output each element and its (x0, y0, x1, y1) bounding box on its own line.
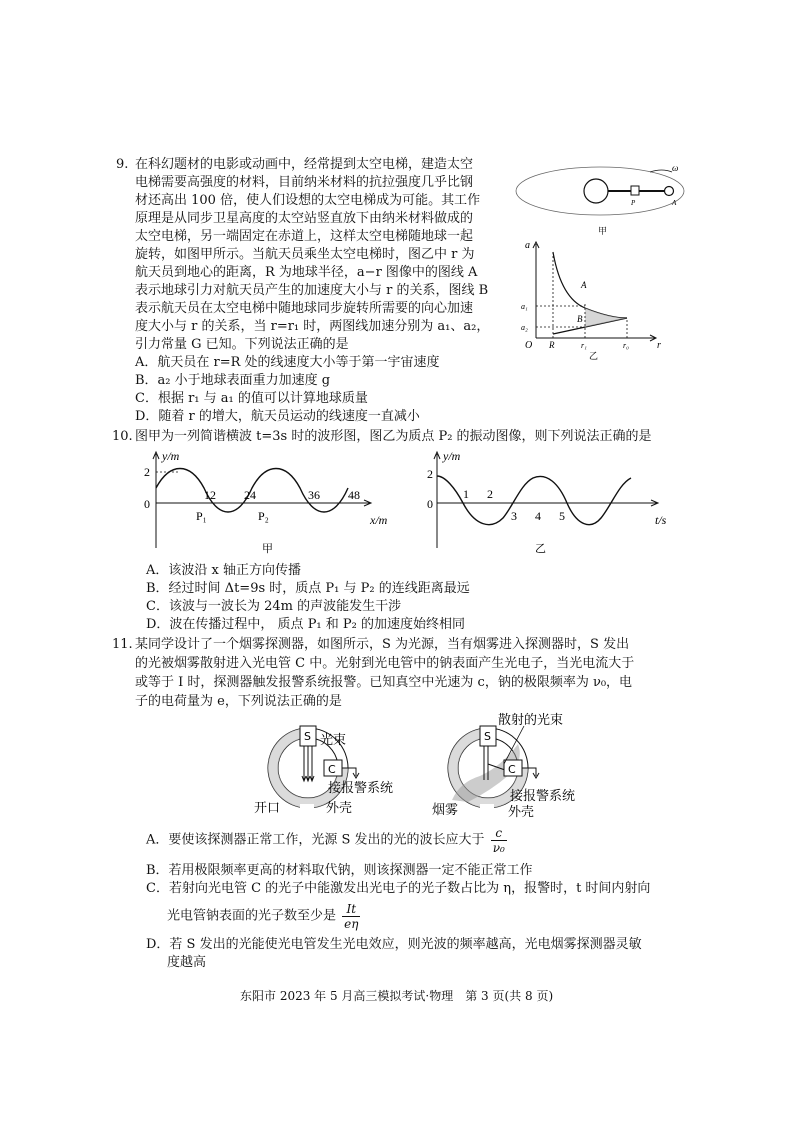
q11-figure-right (432, 704, 612, 818)
source-s-label: S (484, 730, 491, 743)
q11-option-a-fraction (491, 826, 507, 855)
tick-a2: a₂ (521, 323, 528, 332)
tick-r1: r₁ (581, 341, 587, 350)
q11-option-c-line-1: C．若射向光电管 C 的光子中能激发出光电子的光子数占比为 η，报警时，t 时间内射向 (146, 881, 651, 896)
q9-stem-line-4: 原理是从同步卫星高度的太空站竖直放下由纳米材料做成的 (135, 211, 474, 226)
q10-stem: 图甲为一列简谐横波 t=3s 时的波形图，图乙为质点 P₂ 的振动图像，则下列说法正确的是 (135, 429, 652, 444)
q9-stem-line-9: 表示航天员在太空电梯中随地球同步旋转所需要的向心加速 (135, 301, 474, 316)
q11-stem-line-1: 某同学设计了一个烟雾探测器，如图所示，S 为光源，当有烟雾进入探测器时，S 发出 (135, 637, 630, 652)
opening-label: 开口 (254, 801, 281, 816)
t-tick-3: 3 (511, 509, 517, 523)
origin-label: O (525, 340, 533, 351)
q11-option-c-line-2 (167, 902, 360, 934)
fraction-numerator: It (342, 902, 360, 917)
q9-stem-line-7: 航天员到地心的距离，R 为地球半径，a−r 图像中的图线 A (135, 265, 478, 280)
y-tick-2: 2 (427, 467, 433, 481)
shell-label: 外壳 (508, 805, 535, 818)
p2-label: P₂ (258, 509, 269, 523)
x-tick-36: 36 (308, 488, 320, 502)
a-point-label: A (672, 199, 677, 207)
t-axis-label: t/s (655, 513, 667, 527)
y-axis-label: y/m (443, 449, 461, 463)
y-axis-label: y/m (162, 449, 180, 463)
space-station (665, 187, 674, 196)
fraction-numerator: c (491, 826, 507, 841)
q9-figure-yi (515, 238, 670, 360)
q10-graph-yi (425, 448, 675, 556)
q11-option-c-fraction (342, 902, 360, 931)
x-tick-12: 12 (204, 488, 216, 502)
source-s-label: S (304, 730, 311, 743)
x-tick-48: 48 (348, 488, 360, 502)
scattered-beam-label: 散射的光束 (498, 713, 564, 728)
opening-gap (300, 804, 314, 812)
tick-a1: a₁ (521, 302, 528, 311)
page-footer: 东阳市 2023 年 5 月高三模拟考试·物理 第 3 页(共 8 页) (240, 989, 554, 1003)
curve-a (553, 252, 627, 318)
q9-option-c: C．根据 r₁ 与 a₁ 的值可以计算地球质量 (135, 391, 368, 406)
shell-label: 外壳 (326, 801, 353, 816)
elevator-cabin (631, 186, 639, 195)
p-label: P (631, 199, 636, 207)
q9-stem-line-8: 表示地球引力对航天员产生的加速度大小与 r 的关系，图线 B (135, 283, 489, 298)
q11-option-d-line-1: D．若 S 发出的光能使光电管发生光电效应，则光波的频率越高，光电烟雾探测器灵敏 (146, 937, 642, 952)
t-tick-2: 2 (487, 487, 493, 501)
rotation-arrow (650, 170, 672, 172)
q11-option-c-text: 光电管钠表面的光子数至少是 (167, 908, 337, 924)
q10-option-a: A．该波沿 x 轴正方向传播 (146, 563, 301, 578)
y-axis-label: a (525, 240, 530, 251)
curve-b-label: B (577, 314, 583, 324)
phototube-c-label: C (328, 763, 336, 776)
q11-number: 11. (112, 637, 133, 652)
q9-stem-line-5: 太空电梯，另一端固定在赤道上，这样太空电梯随地球一起 (135, 229, 474, 244)
q11-stem-line-3: 或等于 I 时，探测器触发报警系统报警。已知真空中光速为 c，钠的极限频率为 ν₀，电 (135, 675, 633, 690)
t-tick-5: 5 (559, 509, 565, 523)
tick-r-earth: R (549, 340, 555, 350)
q9-stem-line-6: 旋转，如图甲所示。当航天员乘坐太空电梯时，图乙中 r 为 (135, 247, 475, 262)
q9-stem-line-11: 引力常量 G 已知。下列说法正确的是 (135, 337, 349, 352)
q10-option-d: D．波在传播过程中， 质点 P₁ 和 P₂ 的加速度始终相同 (146, 617, 466, 632)
q9-figure-jia (512, 158, 694, 240)
graph-jia-caption: 甲 (262, 542, 273, 555)
q11-option-b: B．若用极限频率更高的材料取代钠，则该探测器一定不能正常工作 (146, 863, 533, 878)
q9-option-a: A．航天员在 r=R 处的线速度大小等于第一宇宙速度 (135, 355, 440, 370)
fraction-denominator: ν₀ (492, 841, 505, 855)
x-tick-24: 24 (244, 488, 256, 502)
q11-stem-line-2: 的光被烟雾散射进入光电管 C 中。光射到光电管中的钠表面产生光电子，当光电流大于 (135, 656, 635, 671)
x-axis-label: r (657, 340, 661, 351)
q9-stem-line-3: 材还高出 100 倍，使人们设想的太空电梯成为可能。其工作 (135, 193, 481, 208)
x-axis-label: x/m (370, 513, 388, 527)
q10-number: 10. (112, 429, 133, 444)
t-tick-1: 1 (463, 487, 469, 501)
q11-figure-left (252, 718, 442, 818)
origin-label: 0 (427, 497, 433, 511)
graph-yi-caption: 乙 (535, 542, 546, 555)
phototube-c-label: C (508, 763, 516, 776)
q9-stem-line-10: 度大小与 r 的关系，当 r=r₁ 时，两图线加速分别为 a₁、a₂， (135, 319, 490, 334)
q11-option-a (146, 826, 507, 866)
curve-a-label: A (581, 280, 587, 290)
earth-circle (584, 179, 608, 203)
fig-jia-caption: 甲 (598, 227, 608, 237)
t-tick-4: 4 (535, 509, 541, 523)
y-tick-2: 2 (144, 465, 150, 479)
q10-option-c: C．该波与一波长为 24m 的声波能发生干涉 (146, 599, 402, 614)
q9-option-b: B．a₂ 小于地球表面重力加速度 g (135, 373, 331, 388)
fig-yi-caption: 乙 (589, 352, 599, 360)
q9-stem-line-1: 在科幻题材的电影或动画中，经常提到太空电梯，建造太空 (135, 157, 474, 172)
tick-r0: r₀ (623, 341, 629, 350)
origin-label: 0 (144, 497, 150, 511)
q9-option-d: D．随着 r 的增大，航天员运动的线速度一直减小 (135, 409, 420, 424)
q11-stem-line-4: 子的电荷量为 e，下列说法正确的是 (135, 694, 342, 709)
beam-label: 光束 (320, 733, 347, 748)
alarm-label: 接报警系统 (510, 789, 576, 804)
q11-option-d-line-2: 度越高 (167, 955, 207, 970)
q10-graph-jia (140, 448, 402, 556)
smoke-label: 烟雾 (432, 803, 459, 818)
p1-label: P₁ (196, 509, 207, 523)
omega-label: ω (672, 163, 679, 173)
q11-option-a-text: A．要使该探测器正常工作，光源 S 发出的光的波长应大于 (146, 832, 485, 848)
opening-gap (480, 804, 494, 812)
alarm-label: 接报警系统 (328, 781, 394, 796)
q9-stem-line-2: 电梯需要高强度的材料，目前纳米材料的抗拉强度几乎比钢 (135, 175, 474, 190)
fraction-denominator: eη (344, 917, 359, 931)
q9-number: 9. (116, 157, 129, 172)
q10-option-b: B．经过时间 Δt=9s 时，质点 P₁ 与 P₂ 的连线距离最远 (146, 581, 470, 596)
